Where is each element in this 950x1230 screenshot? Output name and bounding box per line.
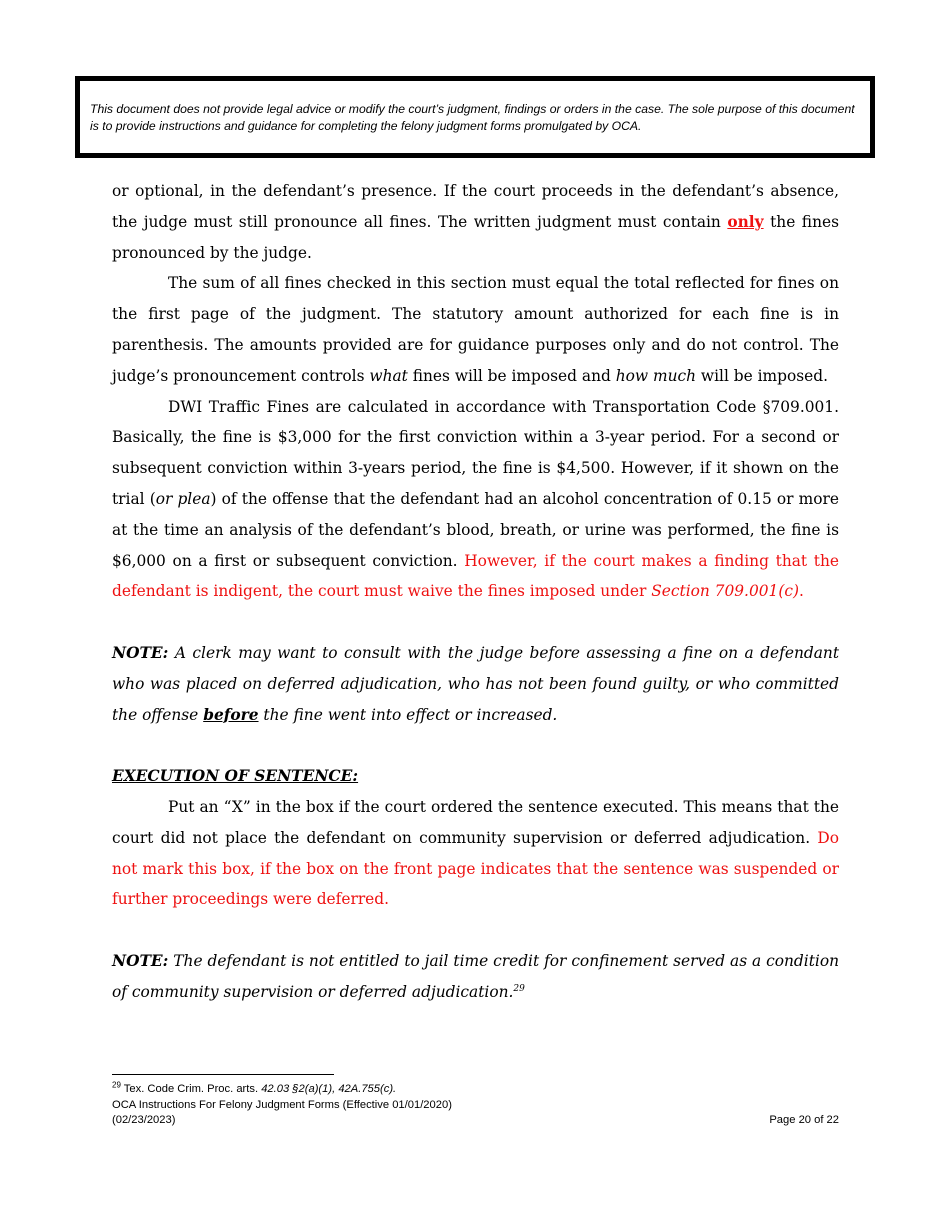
emphasis-only: only <box>727 212 764 231</box>
footnote-29: $^{29}$ Tex. Code Crim. Proc. arts. 42.03 §2(a)(1), 42A.755(c). <box>112 1080 397 1095</box>
footnote-divider <box>112 1074 334 1075</box>
section-reference: Section 709.001(c) <box>651 582 799 601</box>
document-body <box>112 176 839 1008</box>
note-deferred-adjudication: NOTE: A clerk may want to consult with the judge before assessing a fine on a defendant who was placed on deferred adjudication, who has not been found guilty, or who committed the offense before the fine went into effect or increased. <box>112 643 839 724</box>
page-footer <box>112 1082 839 1129</box>
fines-paragraph-2: The sum of all fines checked in this section must equal the total reflected for fines on the first page of the judgment. The statutory amount authorized for each fine is in parenthesis. The amounts provided are for guidance purposes only and do not control. The judge’s pronouncement controls what fines will be imposed and how much will be imposed. <box>112 274 839 385</box>
section-heading-execution: EXECUTION OF SENTENCE: <box>112 767 359 786</box>
spacer <box>112 730 839 761</box>
page-number: Page 20 of 22 <box>769 1114 839 1126</box>
note-jail-credit: NOTE: The defendant is not entitled to jail time credit for confinement served as a condition of community supervision or deferred adjudication.$^{29}$ <box>112 951 839 1001</box>
footer-doc-title: OCA Instructions For Felony Judgment Forms (Effective 01/01/2020) <box>112 1098 452 1111</box>
footnote-reference[interactable]: 29 <box>513 983 525 994</box>
spacer <box>112 607 839 638</box>
execution-paragraph: Put an “X” in the box if the court ordered the sentence executed. This means that the court did not place the defendant on community supervision or deferred adjudication. Do not mark this box, if the box on the front page indicates that the sentence was suspended or further proceedings were deferred. <box>112 797 839 909</box>
spacer <box>112 915 839 946</box>
footer-date-row <box>112 1113 839 1129</box>
disclaimer-text: This document does not provide legal advice or modify the court’s judgment, findings or orders in the case. The sole purpose of this document is to provide instructions and guidance for completing the felony judgment forms promulgated by OCA. <box>90 102 855 133</box>
footer-date: (02/23/2023) <box>112 1114 176 1126</box>
disclaimer-box <box>75 76 875 158</box>
emphasis-before: before <box>203 705 259 724</box>
dwi-fines-paragraph: DWI Traffic Fines are calculated in accordance with Transportation Code §709.001. Basically, the fine is $3,000 for the first conviction within a 3-year period. For a second or subsequent conviction within 3-years period, the fine is $4,500. However, if it shown on the trial (or plea) of the offense that the defendant had an alcohol concentration of 0.15 or more at the time an analysis of the defendant’s blood, breath, or urine was performed, the fine is $6,000 on a first or subsequent conviction. However, if the court makes a finding that the defendant is indigent, the court must waive the fines imposed under Section 709.001(c). <box>112 397 839 601</box>
fines-paragraph-1: or optional, in the defendant’s presence. If the court proceeds in the defendant’s absence, the judge must still pronounce all fines. The written judgment must contain only the fines pronounced by the judge. <box>112 182 839 262</box>
